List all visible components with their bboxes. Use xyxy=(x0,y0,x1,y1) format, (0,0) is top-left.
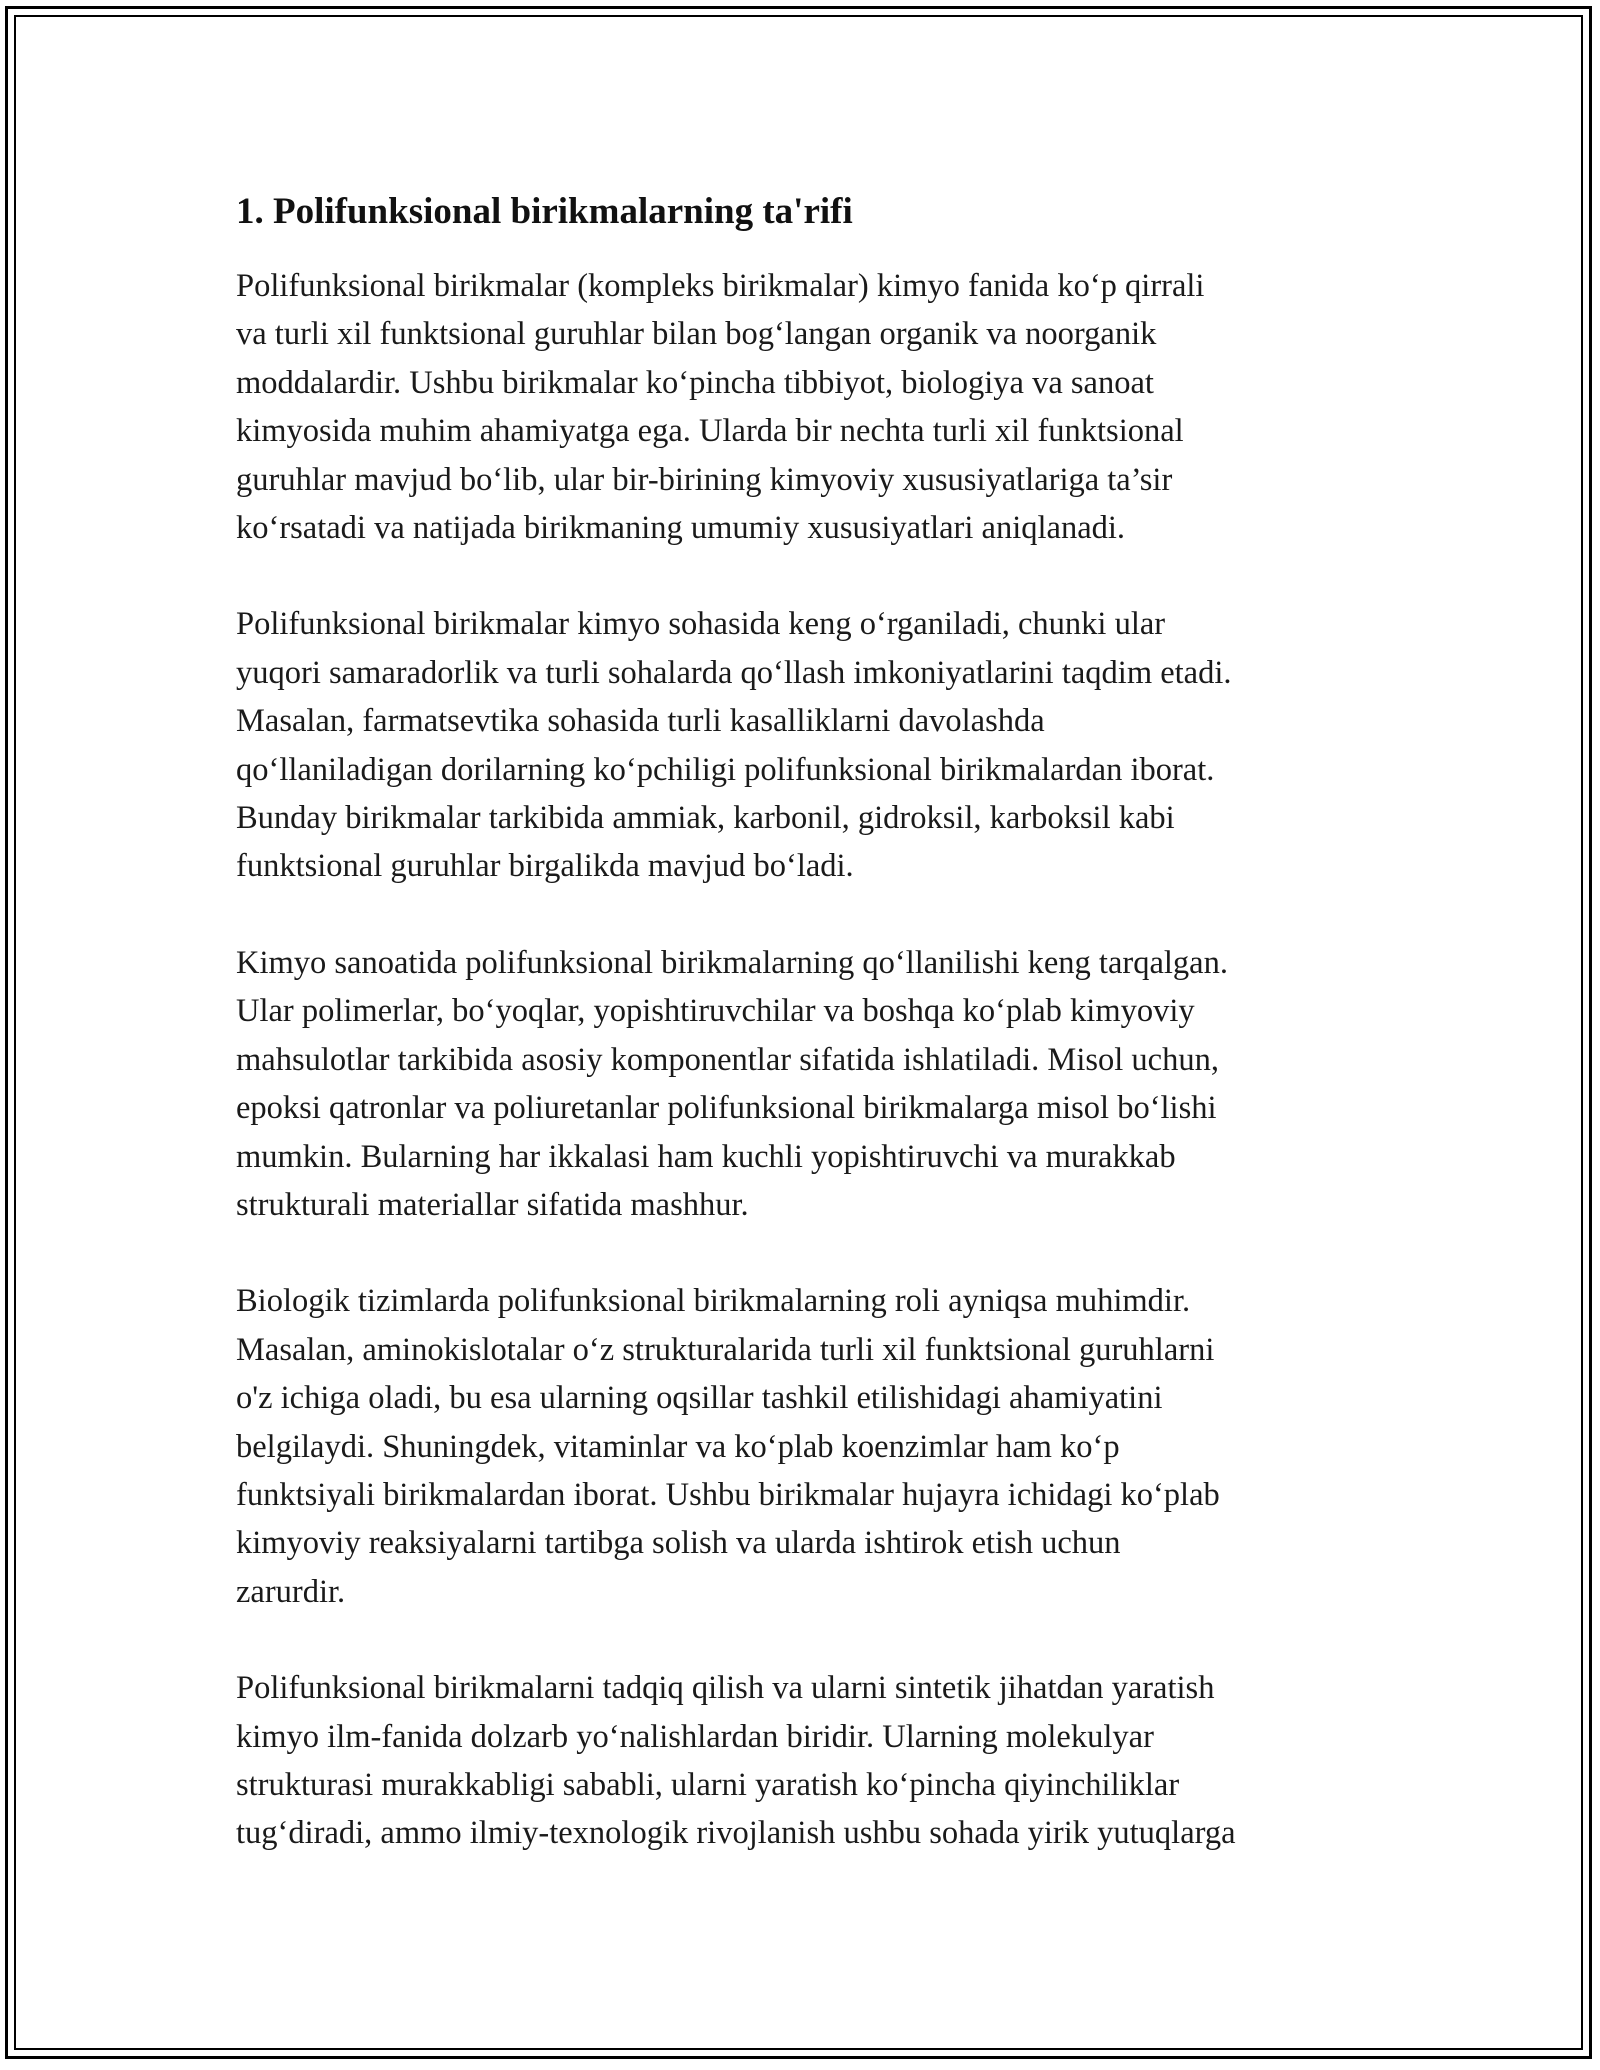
text-line: qo‘llaniladigan dorilarning ko‘pchiligi polifunksional birikmalardan iborat. xyxy=(236,751,1215,788)
text-line: belgilaydi. Shuningdek, vitaminlar va ko‘plab koenzimlar ham ko‘p xyxy=(236,1428,1120,1465)
text-line: kimyo ilm-fanida dolzarb yo‘nalishlardan biridir. Ularning molekulyar xyxy=(236,1718,1154,1755)
paragraph-4 xyxy=(236,1277,1386,1616)
text-line: yuqori samaradorlik va turli sohalarda qo‘llash imkoniyatlarini taqdim etadi. xyxy=(236,654,1232,691)
text-line: Bunday birikmalar tarkibida ammiak, karbonil, gidroksil, karboksil kabi xyxy=(236,800,1175,837)
text-line: moddalardir. Ushbu birikmalar ko‘pincha tibbiyot, biologiya va sanoat xyxy=(236,364,1154,401)
section-heading: 1. Polifunksional birikmalarning ta'rifi xyxy=(236,191,853,232)
text-line: tug‘diradi, ammo ilmiy-texnologik rivojlanish ushbu sohada yirik yutuqlarga xyxy=(236,1815,1236,1852)
text-line: Ular polimerlar, bo‘yoqlar, yopishtiruvchilar va boshqa ko‘plab kimyoviy xyxy=(236,993,1195,1030)
text-line: mumkin. Bularning har ikkalasi ham kuchli yopishtiruvchi va murakkab xyxy=(236,1138,1176,1175)
text-line: Polifunksional birikmalar kimyo sohasida keng o‘rganiladi, chunki ular xyxy=(236,606,1166,643)
text-line: strukturali materiallar sifatida mashhur. xyxy=(236,1186,749,1223)
text-line: Masalan, aminokislotalar o‘z strukturalarida turli xil funktsional guruhlarni xyxy=(236,1331,1215,1368)
paragraph-2 xyxy=(236,600,1386,890)
text-line: Polifunksional birikmalar (kompleks birikmalar) kimyo fanida ko‘p qirrali xyxy=(236,268,1205,304)
document-body xyxy=(236,188,1386,1906)
text-line: guruhlar mavjud bo‘lib, ular bir-birining kimyoviy xususiyatlariga ta’sir xyxy=(236,461,1173,498)
text-line: mahsulotlar tarkibida asosiy komponentlar sifatida ishlatiladi. Misol uchun, xyxy=(236,1041,1219,1078)
text-line: ko‘rsatadi va natijada birikmaning umumiy xususiyatlari aniqlanadi. xyxy=(236,510,1126,547)
paragraph-1 xyxy=(236,262,1386,552)
text-line: Biologik tizimlarda polifunksional birikmalarning roli ayniqsa muhimdir. xyxy=(236,1283,1191,1320)
text-line: epoksi qatronlar va poliuretanlar polifunksional birikmalarga misol bo‘lishi xyxy=(236,1090,1217,1127)
text-line: Kimyo sanoatida polifunksional birikmalarning qo‘llanilishi keng tarqalgan. xyxy=(236,944,1228,981)
text-line: Polifunksional birikmalarni tadqiq qilish va ularni sintetik jihatdan yaratish xyxy=(236,1670,1215,1707)
text-line: funktsional guruhlar birgalikda mavjud bo‘ladi. xyxy=(236,848,854,885)
paragraph-5 xyxy=(236,1664,1386,1858)
text-line: kimyoviy reaksiyalarni tartibga solish va ularda ishtirok etish uchun xyxy=(236,1525,1121,1562)
text-line: va turli xil funktsional guruhlar bilan bog‘langan organik va noorganik xyxy=(236,316,1157,353)
text-line: zarurdir. xyxy=(236,1573,346,1610)
text-line: Masalan, farmatsevtika sohasida turli kasalliklarni davolashda xyxy=(236,703,1045,740)
text-line: strukturasi murakkabligi sababli, ularni yaratish ko‘pincha qiyinchiliklar xyxy=(236,1766,1180,1803)
text-line: funktsiyali birikmalardan iborat. Ushbu birikmalar hujayra ichidagi ko‘plab xyxy=(236,1476,1220,1513)
text-line: o'z ichiga oladi, bu esa ularning oqsillar tashkil etilishidagi ahamiyatini xyxy=(236,1380,1163,1417)
text-line: kimyosida muhim ahamiyatga ega. Ularda bir nechta turli xil funktsional xyxy=(236,413,1184,450)
paragraph-3 xyxy=(236,939,1386,1229)
